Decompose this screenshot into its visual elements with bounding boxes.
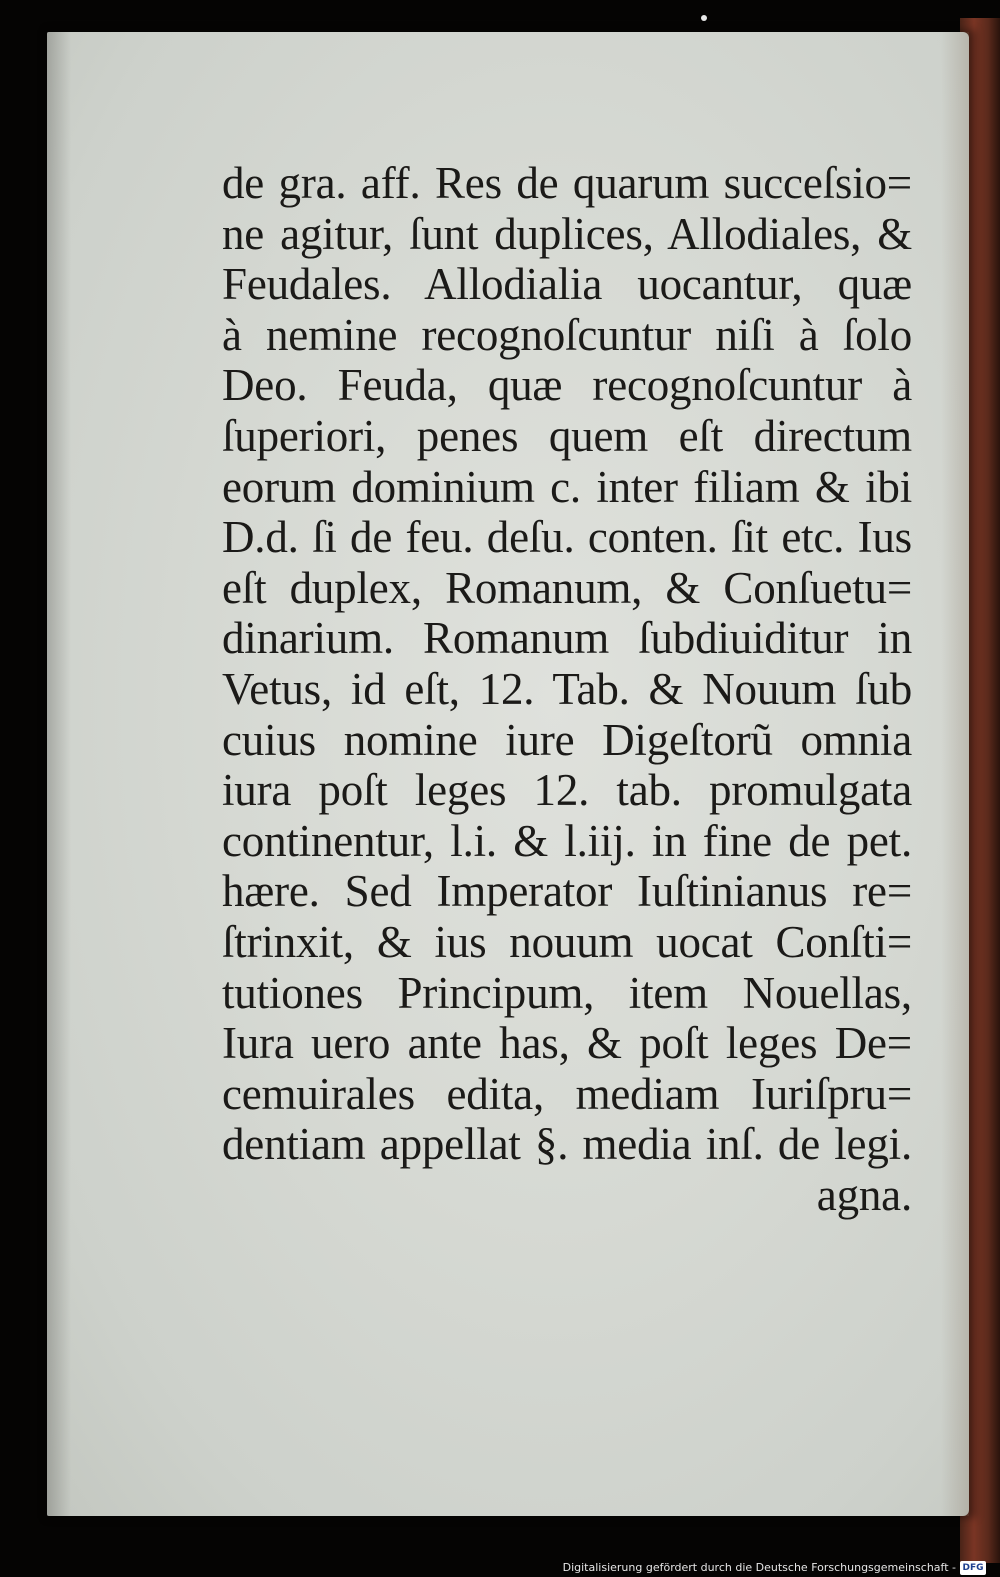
text-line: cemuirales edita, mediam Iuriſpru= (222, 1068, 912, 1119)
text-line: hære. Sed Imperator Iuſtinianus re= (222, 866, 912, 917)
dfg-logo: DFG (960, 1561, 986, 1575)
text-line: à nemine recognoſcuntur niſi à ſolo (222, 309, 912, 360)
text-line: ſtrinxit, & ius nouum uocat Conſti= (222, 916, 912, 967)
text-line: eſt duplex, Romanum, & Conſuetu= (222, 562, 912, 613)
text-line: D.d. ſi de feu. deſu. conten. ſit etc. Ius (222, 512, 912, 563)
funding-credit: Digitalisierung gefördert durch die Deutsche Forschungsgemeinschaft - (562, 1561, 956, 1574)
text-line: Feudales. Allodialia uocantur, quæ (222, 259, 912, 310)
text-line: dentiam appellat §. media inſ. de legi. (222, 1119, 912, 1170)
text-line: de gra. aff. Res de quarum succeſsio= (222, 158, 912, 208)
page-text-block (222, 158, 912, 1220)
text-line: Deo. Feuda, quæ recognoſcuntur à (222, 360, 912, 411)
page-gutter (47, 32, 71, 1516)
text-line: Vetus, id eſt, 12. Tab. & Nouum ſub (222, 663, 912, 714)
text-line: cuius nomine iure Digeſtorũ omnia (222, 714, 912, 765)
text-line: ne agitur, ſunt duplices, Allodiales, & (222, 208, 912, 259)
text-line: eorum dominium c. inter filiam & ibi (222, 461, 912, 512)
text-line: continentur, l.i. & l.iij. in fine de pet. (222, 815, 912, 866)
text-line: iura poſt leges 12. tab. promulgata (222, 765, 912, 816)
scan-marker-dot (701, 15, 707, 21)
text-line: dinarium. Romanum ſubdiuiditur in (222, 613, 912, 664)
text-line: tutiones Principum, item Nouellas, (222, 967, 912, 1018)
catchword: agna. (816, 1169, 912, 1220)
text-line: ſuperiori, penes quem eſt directum (222, 410, 912, 461)
text-line: Iura uero ante has, & poſt leges De= (222, 1018, 912, 1069)
